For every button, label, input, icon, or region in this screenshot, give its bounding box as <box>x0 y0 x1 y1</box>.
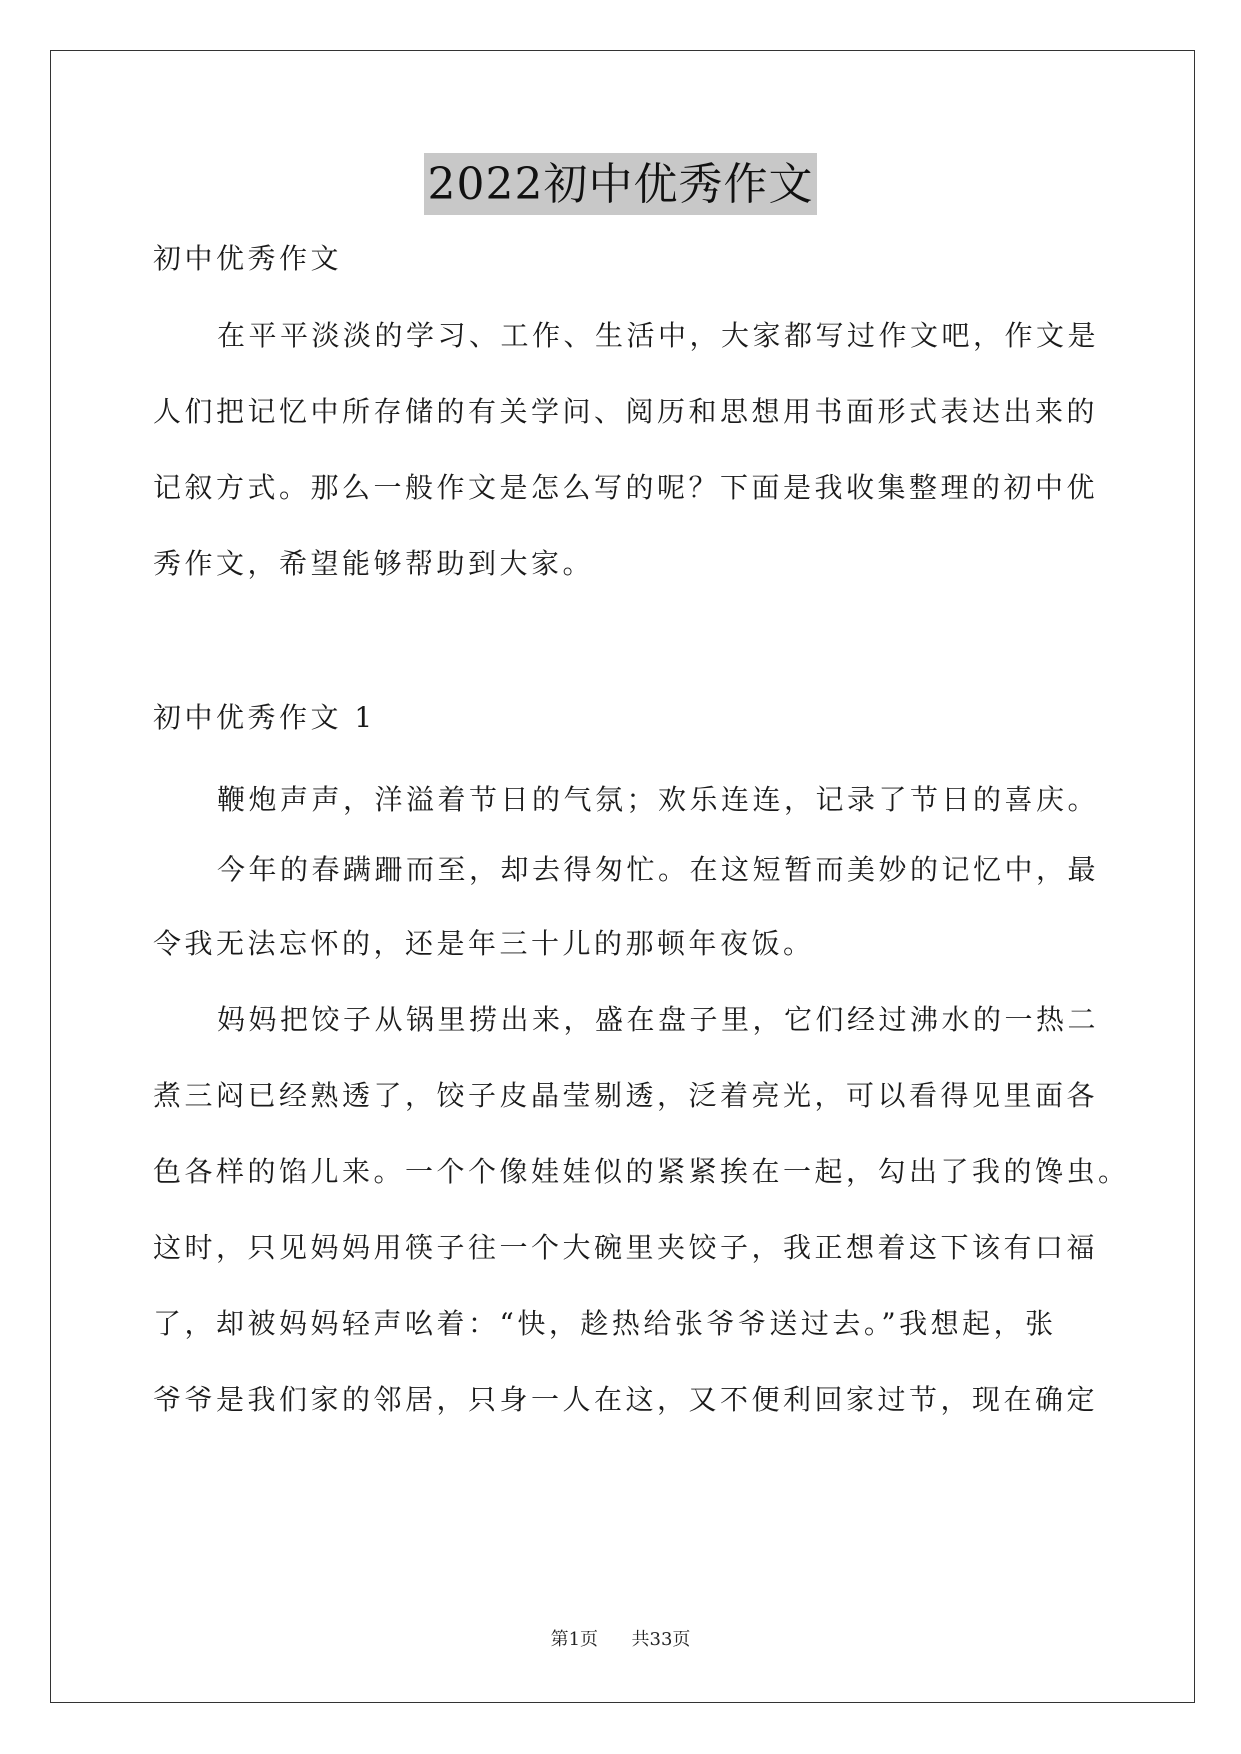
paragraph-line: 妈妈把饺子从锅里捞出来，盛在盘子里，它们经过沸水的一热二 <box>217 1003 1100 1036</box>
paragraph-line: 这时，只见妈妈用筷子往一个大碗里夹饺子，我正想着这下该有口福 <box>153 1231 1099 1264</box>
paragraph-line: 令我无法忘怀的，还是年三十儿的那顿年夜饭。 <box>153 927 815 960</box>
paragraph-line: 在平平淡淡的学习、工作、生活中，大家都写过作文吧，作文是 <box>217 319 1100 352</box>
page-number: 第1页 <box>550 1629 599 1650</box>
intro-paragraph <box>153 314 1100 586</box>
document-body <box>153 237 1130 1422</box>
paragraph-line: 煮三闷已经熟透了，饺子皮晶莹剔透，泛着亮光，可以看得见里面各 <box>153 1079 1099 1112</box>
paragraph-line: 了，却被妈妈轻声吆着：“快，趁热给张爷爷送过去。”我想起，张 <box>153 1307 1057 1340</box>
section-paragraph-3 <box>153 998 1130 1422</box>
intro-heading: 初中优秀作文 <box>153 242 343 275</box>
section-heading: 初中优秀作文 1 <box>153 701 376 734</box>
section-paragraph-2 <box>153 848 1100 966</box>
paragraph-line: 今年的春蹒跚而至，却去得匆忙。在这短暂而美妙的记忆中，最 <box>217 853 1100 886</box>
section-paragraph-1: 鞭炮声声，洋溢着节日的气氛；欢乐连连，记录了节日的喜庆。 <box>217 783 1100 816</box>
page-footer <box>0 1625 1241 1651</box>
document-title: 2022初中优秀作文 <box>424 153 818 215</box>
paragraph-line: 色各样的馅儿来。一个个像娃娃似的紧紧挨在一起，勾出了我的馋虫。 <box>153 1155 1130 1188</box>
paragraph-line: 人们把记忆中所存储的有关学问、阅历和思想用书面形式表达出来的 <box>153 395 1099 428</box>
paragraph-line: 爷爷是我们家的邻居，只身一人在这，又不便利回家过节，现在确定 <box>153 1383 1099 1416</box>
title-container <box>0 153 1241 215</box>
paragraph-line: 秀作文，希望能够帮助到大家。 <box>153 547 595 580</box>
page-total: 共33页 <box>631 1629 691 1650</box>
paragraph-line: 记叙方式。那么一般作文是怎么写的呢？下面是我收集整理的初中优 <box>153 471 1099 504</box>
